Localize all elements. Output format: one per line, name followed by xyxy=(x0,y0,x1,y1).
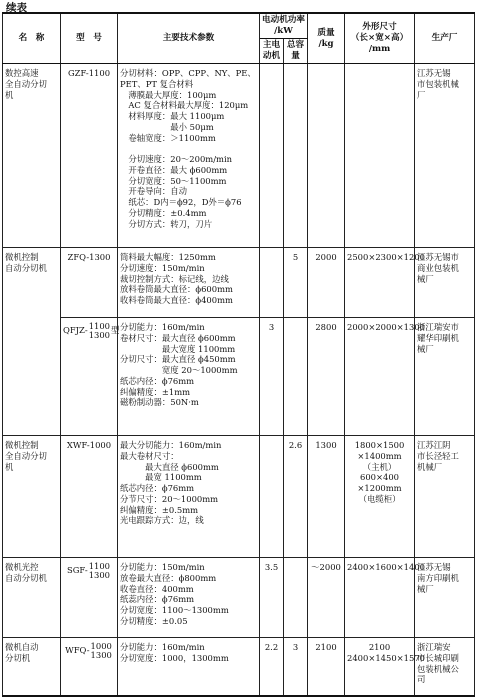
spec-line: 材料厚度：最大 1100μm xyxy=(120,111,225,121)
spec-line: 光电跟踪方式：边，线 xyxy=(120,515,204,526)
row-maker: 浙江瑞安 市长城印刷 包装机械公 司 xyxy=(415,638,475,696)
spec-line: 最大宽度 1100mm xyxy=(120,343,236,354)
spec-line: 分切宽度：1100～1300mm xyxy=(120,605,229,615)
row-main-power xyxy=(260,436,284,558)
spec-line: 纠偏精度：±1mm xyxy=(120,386,191,397)
spec-line: AC 复合材料最大厚度：120μm xyxy=(120,100,249,111)
row-model: GZF-1100 xyxy=(61,64,118,248)
header-params: 主要技术参数 xyxy=(118,13,260,64)
row-specs xyxy=(118,436,260,558)
row-model xyxy=(61,558,118,638)
spec-line: 开卷直径：最大 ϕ600mm xyxy=(120,164,228,175)
model-compound: QFJZ- 1100 1300 型 xyxy=(63,321,120,340)
spec-line: 分切宽度：50～1100mm xyxy=(120,175,227,186)
spec-line: 分切能力：160m/min xyxy=(120,322,205,332)
spec-line: 纸芯内径：ϕ76mm xyxy=(120,483,195,493)
row-dims: 1800×1500 ×1400mm （主机） 600×400 ×1200mm （电缆柜） xyxy=(345,436,415,558)
table-row xyxy=(3,318,475,436)
spec-line: 纸蕊内径：ϕ76mm xyxy=(120,594,195,605)
spec-line: 最大直径 ϕ600mm xyxy=(120,461,219,472)
row-dims: 2000×2000×1300 xyxy=(345,318,415,436)
spec-line xyxy=(120,143,257,154)
row-name: 微机控制 自动分切机 xyxy=(3,248,61,318)
row-mass: ～2000 xyxy=(308,558,345,638)
row-model: ZFQ-1300 xyxy=(61,248,118,318)
model-compound: WFQ- 1000 1300 xyxy=(65,641,112,660)
table-row xyxy=(3,64,475,248)
table-row xyxy=(3,436,475,558)
spec-line: 分切尺寸：最大直径 ϕ450mm xyxy=(120,354,236,365)
spec-line: 分切速度：150m/min xyxy=(120,262,205,273)
header-dims: 外形尺寸 （长×宽×高） /mm xyxy=(345,13,415,64)
row-total-power: 2.6 xyxy=(284,436,308,558)
row-main-power xyxy=(260,64,284,248)
row-main-power: 2.2 xyxy=(260,638,284,696)
table-row xyxy=(3,248,475,318)
row-maker: 浙江瑞安市 耀华印刷机 械厂 xyxy=(415,318,475,436)
spec-line: 纸芯：D内＝ϕ92，D外＝ϕ76 xyxy=(120,197,242,207)
row-dims xyxy=(345,64,415,248)
spec-line: 分切精度：±0.4mm xyxy=(120,207,207,218)
spec-line: 收卷直径：400mm xyxy=(120,583,194,594)
row-mass: 2000 xyxy=(308,248,345,318)
row-mass: 2800 xyxy=(308,318,345,436)
row-model xyxy=(61,318,118,436)
spec-line: 磁粉制动器：50N·m xyxy=(120,397,199,408)
header-mass: 质量 /kg xyxy=(308,13,345,64)
spec-line: 分切能力：150m/min xyxy=(120,562,205,572)
row-maker: 江苏江阴 市长泾轻工 机械厂 xyxy=(415,436,475,558)
row-name: 微机光控 自动分切机 xyxy=(3,558,61,638)
row-dims: 2400×1600×1400 xyxy=(345,558,415,638)
header-power: 电动机功率 /kW xyxy=(260,13,308,39)
row-model xyxy=(61,638,118,696)
spec-line: 裁切控制方式：标记线，边线 xyxy=(120,273,229,284)
header-model: 型 号 xyxy=(61,13,118,64)
spec-line: 分切精度：±0.05 xyxy=(120,615,188,626)
spec-line: 放料卷筒最大直径：ϕ600mm xyxy=(120,284,233,295)
spec-line: 分切材料：OPP、CPP、NY、PE、 xyxy=(120,68,256,78)
row-specs xyxy=(118,558,260,638)
row-name: 微机自动 分切机 xyxy=(3,638,61,696)
row-maker: 江苏无锡市 商业包装机 械厂 xyxy=(415,248,475,318)
row-specs xyxy=(118,318,260,436)
row-maker: 江苏无锡 南方印刷机 械厂 xyxy=(415,558,475,638)
row-maker: 江苏无锡 市包装机械 厂 xyxy=(415,64,475,248)
spec-line: 分切宽度：1000，1300mm xyxy=(120,652,229,663)
spec-table xyxy=(2,12,475,697)
spec-line: 薄膜最大厚度：100μm xyxy=(120,89,217,100)
spec-line: 卷轴宽度：＞1100mm xyxy=(120,132,216,143)
row-main-power xyxy=(260,248,284,318)
row-mass xyxy=(308,64,345,248)
row-dims: 2100 2400×1450×1570 xyxy=(345,638,415,696)
spec-line: 最宽 1100mm xyxy=(120,472,202,483)
table-row xyxy=(3,558,475,638)
spec-line: 分切方式：转刀，刀片 xyxy=(120,218,213,229)
spec-line: 收料卷筒最大直径：ϕ400mm xyxy=(120,295,233,305)
row-name: 微机控制 全自动分切 机 xyxy=(3,436,61,558)
spec-line: 纠偏精度：±0.5mm xyxy=(120,504,199,515)
row-model: XWF-1000 xyxy=(61,436,118,558)
row-mass: 1300 xyxy=(308,436,345,558)
row-total-power: 3 xyxy=(284,638,308,696)
spec-line: 分节尺寸：20～1000mm xyxy=(120,493,219,504)
spec-line: 开卷导向：自动 xyxy=(120,186,187,197)
row-name xyxy=(3,318,61,436)
spec-line: 卷材尺寸：最大直径 ϕ600mm xyxy=(120,332,236,343)
spec-line: 筒料最大幅度：1250mm xyxy=(120,252,216,262)
spec-line: 宽度 20～1000mm xyxy=(120,365,238,375)
row-mass: 2100 xyxy=(308,638,345,696)
spec-line: 最大分切能力：160m/min xyxy=(120,440,222,450)
row-total-power xyxy=(284,64,308,248)
spec-line: 放卷最大直径：ϕ800mm xyxy=(120,572,217,583)
row-main-power: 3 xyxy=(260,318,284,436)
continued-label: 续表 xyxy=(6,2,27,14)
row-total-power: 5 xyxy=(284,248,308,318)
header-name: 名 称 xyxy=(3,13,61,64)
spec-line: 分切能力：160m/min xyxy=(120,642,205,652)
spec-line: 分切速度：20～200m/min xyxy=(120,154,233,164)
row-name: 数控高速 全自动分切 机 xyxy=(3,64,61,248)
row-dims: 2500×2300×1200 xyxy=(345,248,415,318)
spec-line: PET、PT 复合材料 xyxy=(120,78,194,89)
header-total: 总容量 xyxy=(284,39,308,64)
row-specs xyxy=(118,638,260,696)
table-row xyxy=(3,638,475,696)
spec-line: 纸芯内径：ϕ76mm xyxy=(120,375,195,386)
row-specs xyxy=(118,248,260,318)
header-maker: 生产厂 xyxy=(415,13,475,64)
row-specs xyxy=(118,64,260,248)
spec-line: 最大卷材尺寸： xyxy=(120,450,179,461)
row-total-power xyxy=(284,558,308,638)
header-main-motor: 主电 动机 xyxy=(260,39,284,64)
model-compound: SGF- 1100 1300 xyxy=(66,561,111,580)
spec-line: 最小 50μm xyxy=(120,121,214,132)
row-total-power xyxy=(284,318,308,436)
row-main-power: 3.5 xyxy=(260,558,284,638)
